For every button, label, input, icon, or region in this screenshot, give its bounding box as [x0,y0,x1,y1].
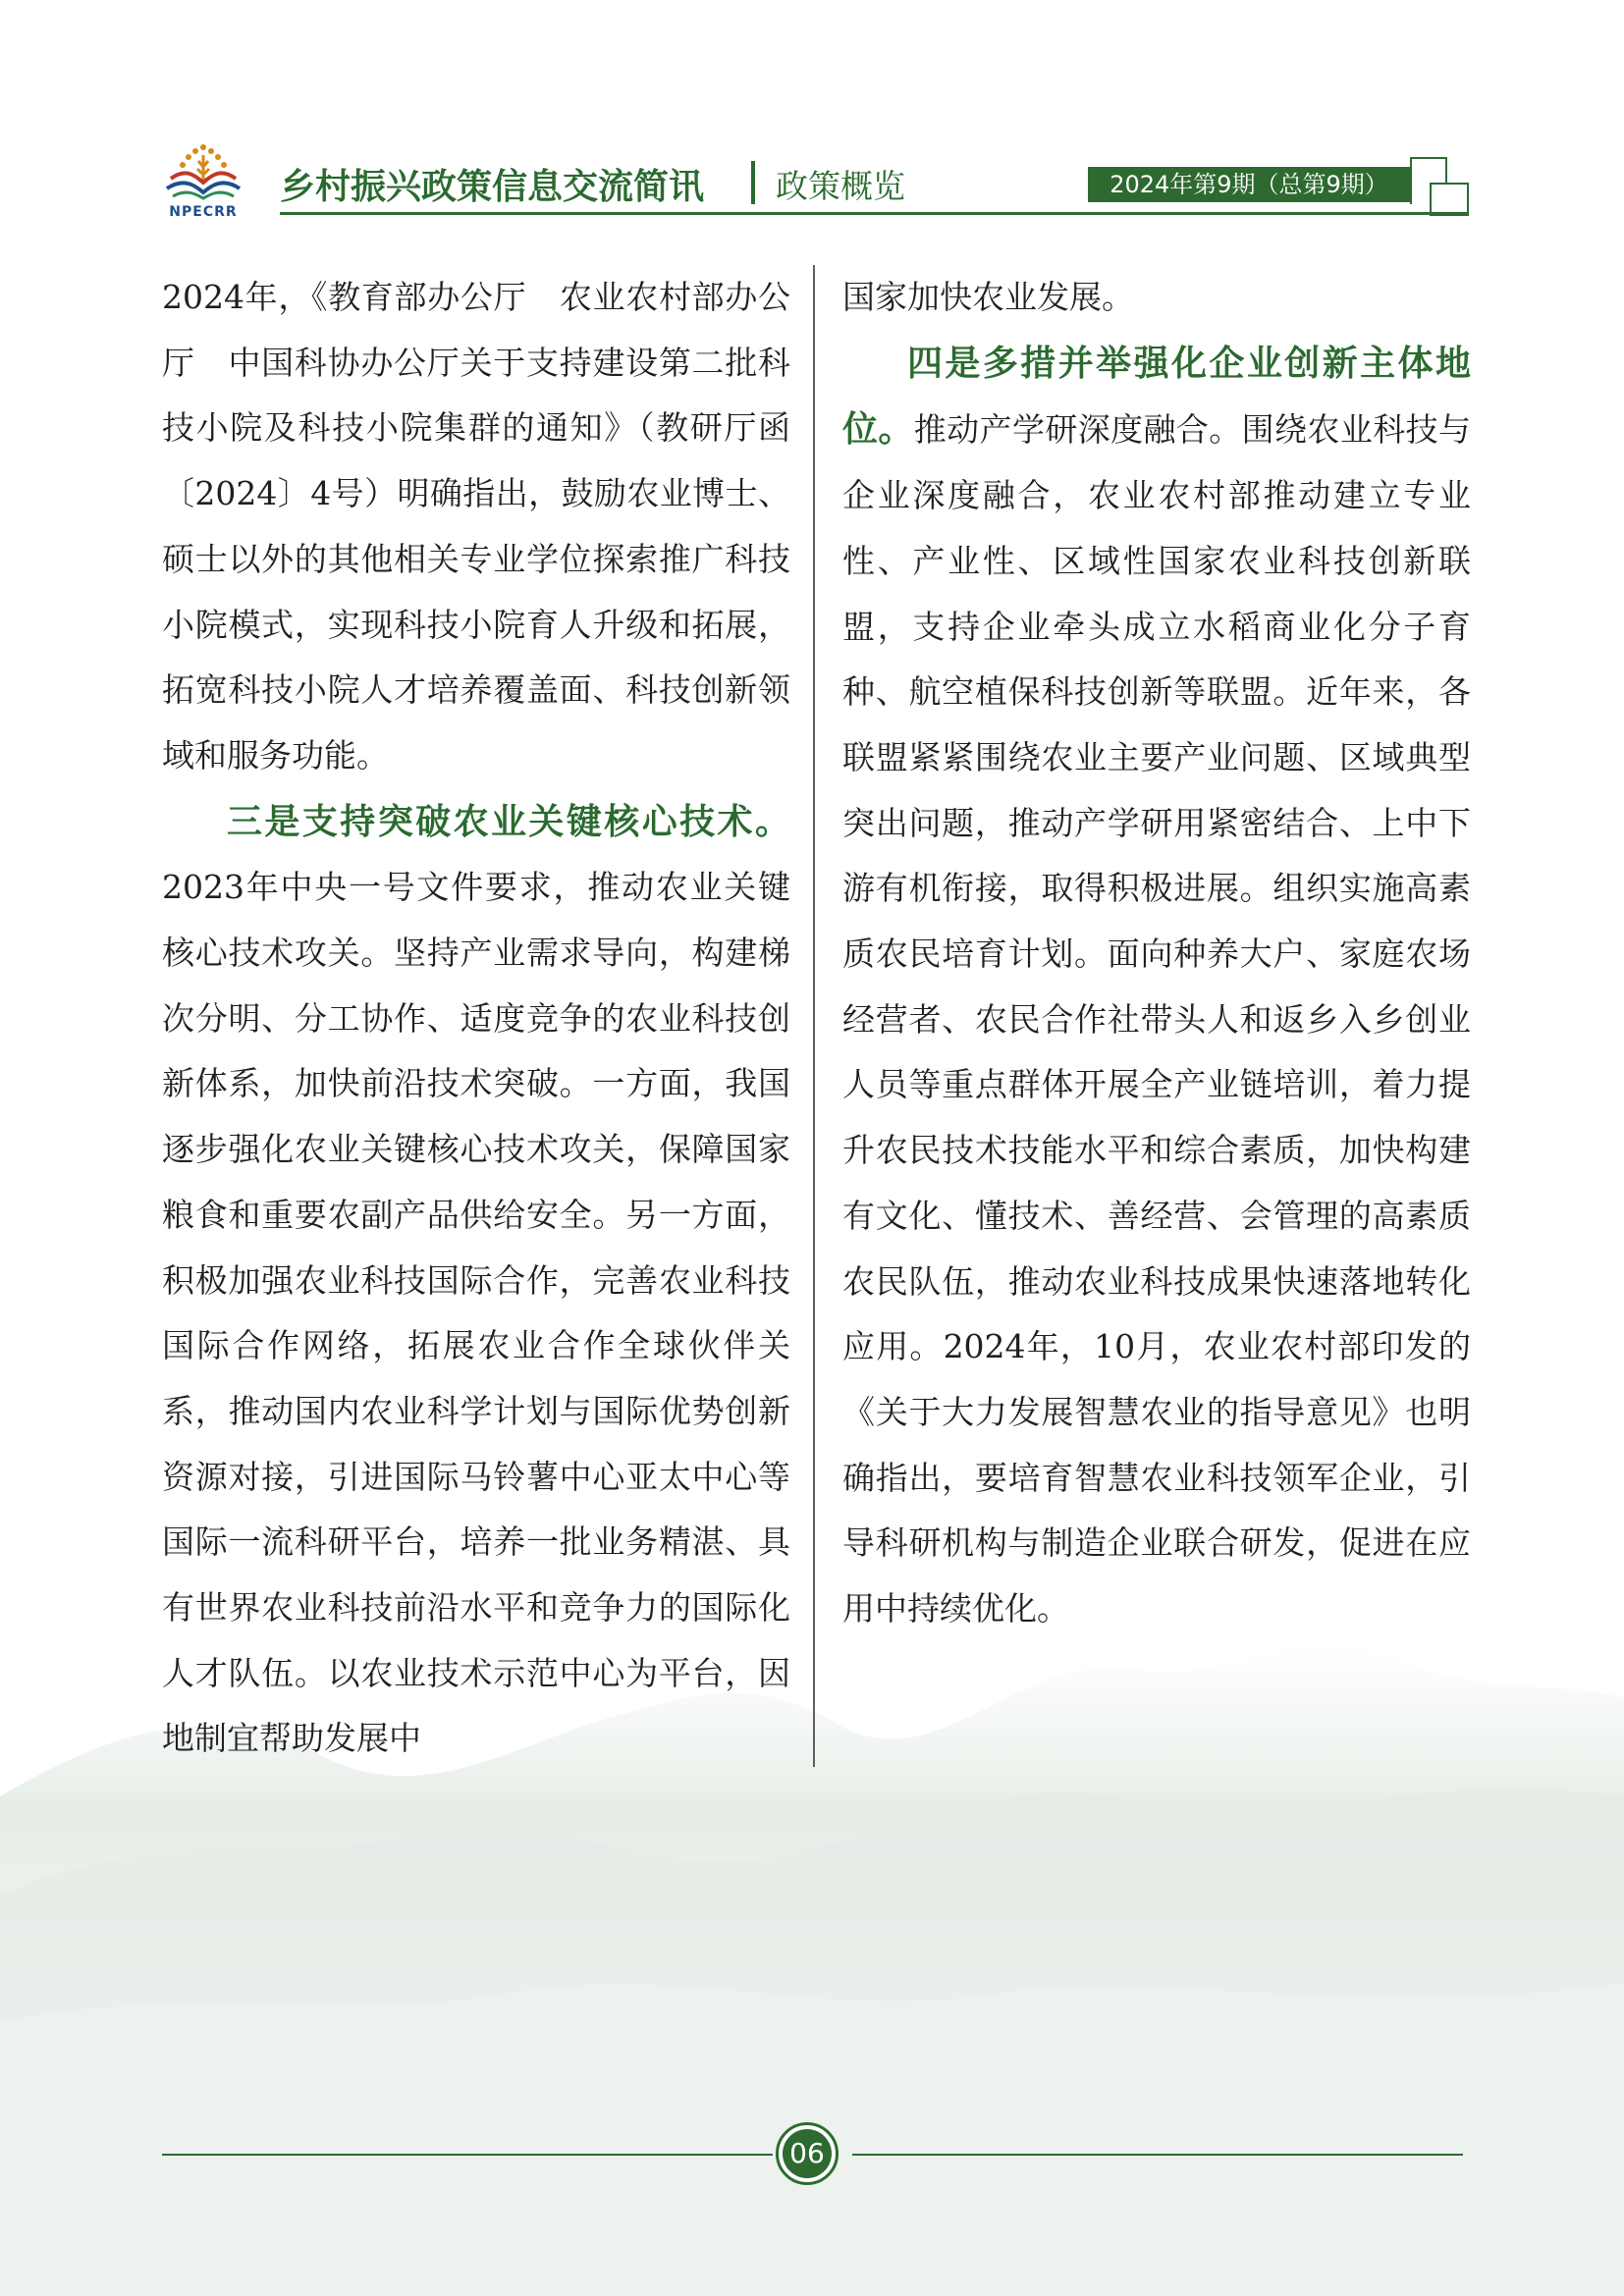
page-header [157,137,1469,226]
paragraph-text: 推动产学研深度融合。围绕农业科技与企业深度融合，农业农村部推动建立专业性、产业性、区域性国家农业科技创新联盟，支持企业牵头成立水稻商业化分子育种、航空植保科技创新等联盟。近年来，各联盟紧紧围绕农业主要产业问题、区域典型突出问题，推动产学研用紧密结合、上中下游有机衔接，取得积极进展。组织实施高素质农民培育计划。面向种养大户、家庭农场经营者、农民合作社带头人和返乡入乡创业人员等重点群体开展全产业链培训，着力提升农民技术技能水平和综合素质，加快构建有文化、懂技术、善经营、会管理的高素质农民队伍，推动农业科技成果快速落地转化应用。2024年，10月，农业农村部印发的《关于大力发展智慧农业的指导意见》也明确指出，要培育智慧农业科技领军企业，引导科研机构与制造企业联合研发，促进在应用中持续优化。 [842,410,1471,1629]
paragraph: 国家加快农业发展。 [842,278,1134,316]
publication-title: 乡村振兴政策信息交流简讯 [280,167,705,207]
page-number: 06 [783,2129,832,2178]
header-separator [751,161,755,204]
footer-rule [162,2154,773,2156]
paragraph [162,789,790,1773]
footer-rule [852,2154,1463,2156]
paragraph [842,331,1471,1642]
section-heading: 四是多措并举强化企业创新主体地位。 [842,342,1471,451]
paragraph: 2024年，《教育部办公厅 农业农村部办公厅 中国科协办公厅关于支持建设第二批科技小院及科技小院集群的通知》（教研厅函〔2024〕4号）明确指出，鼓励农业博士、硕士以外的其他相关专业学位探索推广科技小院模式，实现科技小院育人升级和拓展，拓宽科技小院人才培养覆盖面、科技创新领域和服务功能。 [162,278,790,774]
logo-text: NPECRR [169,204,238,220]
issue-badge: 2024年第9期（总第9期） [1088,167,1410,202]
right-column [842,265,1471,1642]
column-divider [813,265,815,1767]
header-rule [280,212,1469,215]
section-name: 政策概览 [776,167,905,205]
decor-box [1430,183,1469,216]
section-heading: 三是支持突破农业关键核心技术。 [227,800,790,842]
paragraph-text: 2023年中央一号文件要求，推动农业关键核心技术攻关。坚持产业需求导向，构建梯次分明、分工协作、适度竞争的农业科技创新体系，加快前沿技术突破。一方面，我国逐步强化农业关键核心技术攻关，保障国家粮食和重要农副产品供给安全。另一方面，积极加强农业科技国际合作，完善农业科技国际合作网络，拓展农业合作全球伙伴关系，推动国内农业科学计划与国际优势创新资源对接，引进国际马铃薯中心亚太中心等国际一流科研平台，培养一批业务精湛、具有世界农业科技前沿水平和竞争力的国际化人才队伍。以农业技术示范中心为平台，因地制宜帮助发展中 [162,868,790,1758]
page-number-badge [776,2122,839,2185]
left-column [162,265,790,1772]
